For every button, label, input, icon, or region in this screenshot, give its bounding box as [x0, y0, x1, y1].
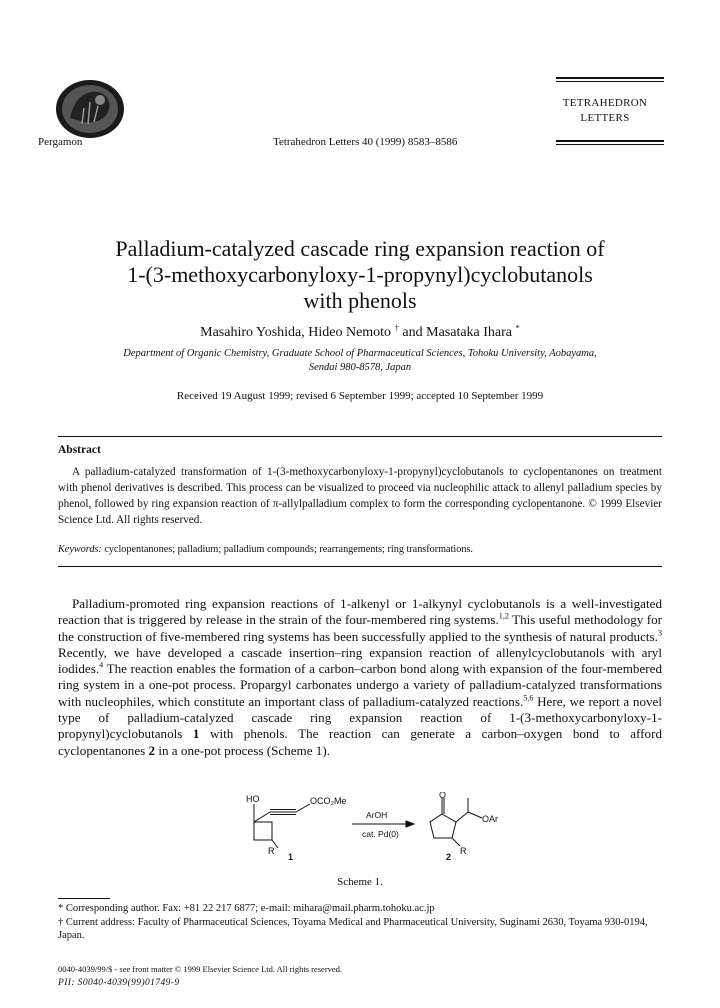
abstract-heading: Abstract	[58, 444, 101, 456]
journal-name	[540, 96, 670, 126]
label-compound-2: 2	[446, 852, 452, 862]
citation-4[interactable]: 5,6	[523, 693, 534, 703]
keywords-list: cyclopentanones; palladium; palladium compounds; rearrangements; ring transformations.	[101, 544, 473, 555]
footnote-mark-2: †	[58, 917, 64, 928]
label-r-substrate: R	[268, 846, 275, 856]
article-title	[60, 236, 660, 314]
author-footnote-mark-1: †	[394, 322, 399, 333]
label-compound-1: 1	[288, 852, 294, 862]
received-dates: Received 19 August 1999; revised 6 September 1999; accepted 10 September 1999	[176, 390, 544, 402]
label-o: O	[439, 792, 447, 800]
abstract-rule-top	[58, 436, 662, 437]
body-text-7: in a one-pot process (Scheme 1).	[155, 742, 330, 758]
scheme-1-figure	[238, 792, 508, 862]
scheme-caption: Scheme 1.	[337, 876, 383, 888]
issn-line: 0040-4039/99/$ - see front matter © 1999 Elsevier Science Ltd. All rights reserved.	[58, 964, 343, 974]
body-text-1: Palladium-promoted ring expansion reactions of 1-alkenyl or 1-alkynyl cyclobutanols is a well-investigated reaction that is triggered by release in the strain of the four-membered ring systems.	[58, 596, 662, 628]
title-line-1: Palladium-catalyzed cascade ring expansion reaction of	[115, 236, 605, 261]
journal-name-line1: TETRAHEDRON	[562, 97, 648, 109]
product-structure	[430, 798, 482, 846]
body-text-3: Recently, we have developed a cascade insertion–ring expansion reaction of allenylcyclobutanols with aryl iodides.	[58, 644, 662, 677]
body-text-5: Here, we report a novel type of palladium-catalyzed cascade ring expansion reaction of 1-(3-methoxycarbonyloxy-1-propynyl)cyclobutanols	[58, 693, 663, 742]
footnote-mark-1: *	[58, 903, 64, 914]
substrate-structure	[254, 804, 310, 848]
affiliation	[60, 347, 660, 375]
abstract-rule-bottom	[58, 566, 662, 567]
publisher-logo	[54, 78, 126, 140]
citation-1[interactable]: 1,2	[498, 611, 509, 621]
label-ho: HO	[246, 794, 260, 804]
header-rule-bottom-thin	[556, 144, 664, 145]
journal-name-line2: LETTERS	[580, 112, 630, 124]
footnote-text-2: Current address: Faculty of Pharmaceutical Sciences, Toyama Medical and Pharmaceutical University, Suginami 2630, Toyama 930-0194, Japan.	[58, 917, 648, 941]
keywords	[58, 544, 662, 555]
body-paragraph	[58, 596, 662, 759]
header-rule-bottom	[556, 140, 664, 142]
label-oco2me: OCO₂Me	[310, 796, 347, 806]
title-line-3: with phenols	[303, 288, 417, 313]
footnote-current-address	[58, 916, 668, 942]
citation-3[interactable]: 4	[99, 660, 104, 670]
label-oar: OAr	[482, 814, 499, 824]
footnote-text-1: Corresponding author. Fax: +81 22 217 6877; e-mail: mihara@mail.pharm.tohoku.ac.jp	[63, 903, 435, 914]
publisher-name: Pergamon	[38, 136, 83, 148]
body-text-4: The reaction enables the formation of a carbon–carbon bond along with expansion of the four-membered ring system in a one-pot process. Propargyl carbonates undergo a variety of palladium-catalyzed transformations with nucleophiles, which constitute an important class of palladium-catalyzed reactions.	[58, 661, 662, 709]
reaction-arrow	[352, 821, 414, 827]
title-line-2: 1-(3-methoxycarbonyloxy-1-propynyl)cyclobutanols	[127, 262, 593, 287]
author-names-1: Masahiro Yoshida, Hideo Nemoto	[200, 325, 392, 340]
author-footnote-mark-2: *	[515, 322, 520, 333]
header-rule-top	[556, 77, 664, 79]
reagent-top: ArOH	[366, 810, 388, 820]
author-list	[60, 322, 660, 341]
keywords-label: Keywords:	[58, 544, 102, 555]
compound-1-ref: 1	[192, 726, 200, 742]
author-names-2: and Masataka Ihara	[398, 325, 513, 340]
body-text-2: This useful methodology for the construction of five-membered ring systems has been successfully applied to the synthesis of natural products.	[58, 612, 662, 644]
pii-line: PII: S0040-4039(99)01749-9	[58, 978, 180, 988]
affiliation-line-1: Department of Organic Chemistry, Graduate School of Pharmaceutical Sciences, Tohoku University, Aobayama,	[123, 348, 597, 359]
abstract-text: A palladium-catalyzed transformation of 1-(3-methoxycarbonyloxy-1-propynyl)cyclobutanols to cyclopentanones on treatment with phenol derivatives is described. This process can be visualized to proceed via nucleophilic attack to allenyl palladium species by phenol, followed by ring expansion reaction of π-allylpalladium complex to form the corresponding cyclopentanone. © 1999 Elsevier Science Ltd. All rights reserved.	[58, 466, 662, 526]
affiliation-line-2: Sendai 980-8578, Japan	[308, 362, 412, 373]
reagent-bottom: cat. Pd(0)	[362, 829, 399, 839]
label-r-product: R	[460, 846, 467, 856]
footnote-rule	[58, 898, 110, 899]
body-text-6: with phenols. The reaction can generate a carbon–oxygen bond to afford cyclopentanones	[58, 726, 662, 758]
footnote-corresponding	[58, 902, 668, 915]
compound-2-ref: 2	[148, 742, 156, 758]
journal-reference: Tetrahedron Letters 40 (1999) 8583–8586	[273, 136, 458, 148]
citation-2[interactable]: 3	[657, 628, 662, 638]
header-rule-top-thin	[556, 81, 664, 82]
